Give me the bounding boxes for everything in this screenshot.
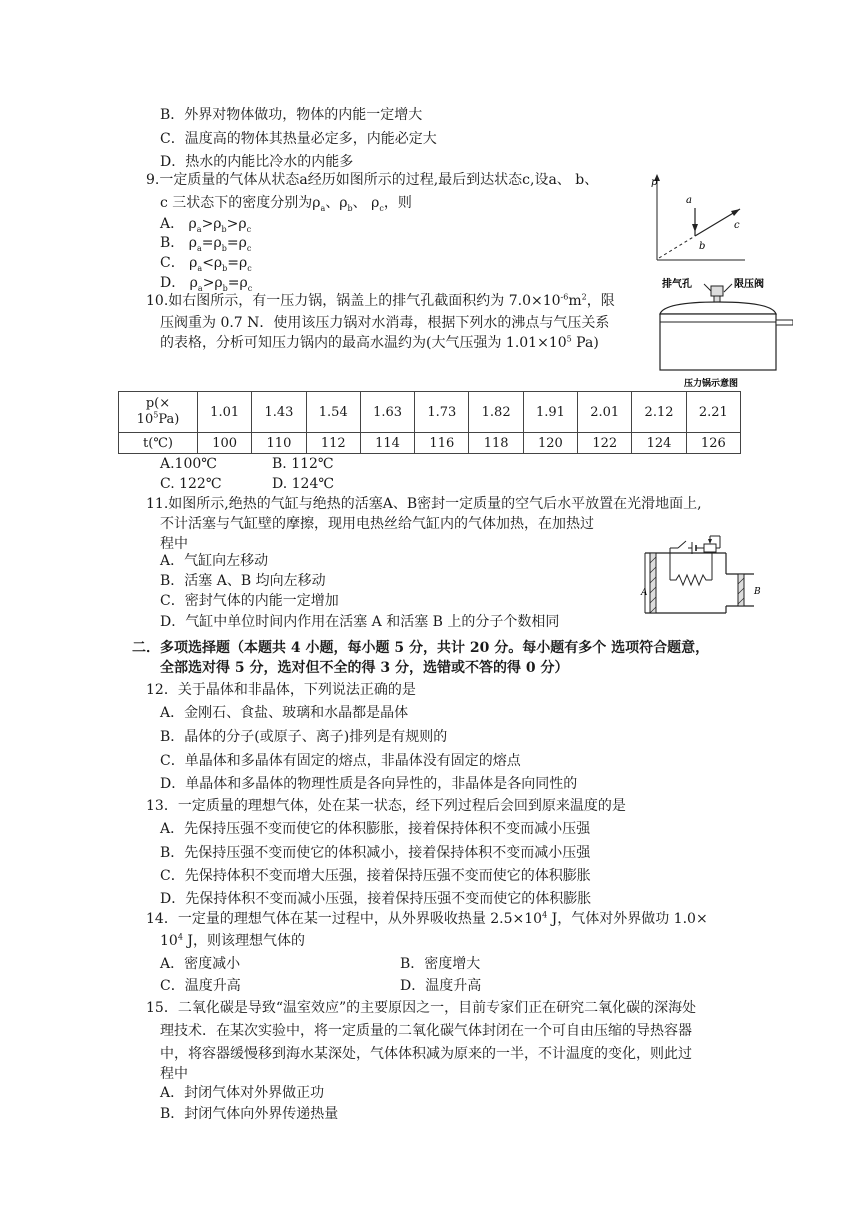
q9-stem-line-2: c 三状态下的密度分别为$\rho_a$、$\rho_b$、 $\rho_c$，则 [160, 195, 412, 213]
q10-stem-line-3: 的表格，分析可知压力锅内的最高水温约为(大气压强为 $1.01\times 10^5$ Pa) [160, 334, 599, 351]
q9-option-b: B． $\rho_a=\rho_b=\rho_c$ [160, 235, 252, 253]
pressure-header-cell: p(× $10^5Pa$) [119, 392, 198, 433]
cylinder-figure [636, 528, 770, 624]
pressure-cell: 1.73 [415, 392, 469, 433]
q8-option-c: C．温度高的物体其热量必定多，内能必定大 [160, 131, 437, 147]
q9-state-graph [645, 170, 750, 270]
q9-option-c: C． $\rho_a<\rho_b=\rho_c$ [160, 255, 252, 273]
boiling-point-table [118, 391, 741, 454]
piston-b-label: B [754, 587, 761, 597]
pressure-cell: 1.43 [252, 392, 306, 433]
q11-option-d: D．气缸中单位时间内作用在活塞 A 和活塞 B 上的分子个数相同 [160, 614, 560, 630]
q15-stem-line-1: 15．二氧化碳是导致“温室效应”的主要原因之一，目前专家们正在研究二氧化碳的深海处 [146, 1000, 697, 1016]
q10-stem-line-1: 10.如右图所示，有一压力锅，锅盖上的排气孔截面积约为 $7.0\times 10^{-6}m^2$，限 [146, 292, 615, 309]
q12-option-c: C．单晶体和多晶体有固定的熔点，非晶体没有固定的熔点 [160, 753, 521, 769]
q12-option-a: A．金刚石、食盐、玻璃和水晶都是晶体 [160, 705, 409, 721]
pressure-cell: 2.01 [578, 392, 632, 433]
q10-stem-line-2: 压阀重为 0.7 N．使用该压力锅对水消毒，根据下列水的沸点与气压关系 [160, 315, 610, 331]
q10-option-c: C. 122℃ [160, 476, 222, 492]
temperature-header-cell: t(℃) [119, 433, 198, 454]
q14-option-b: B．密度增大 [400, 956, 481, 972]
section-2-heading-line-1: 二．多项选择题（本题共 4 小题，每小题 5 分，共计 20 分。每小题有多个 选项符合题意， [132, 640, 710, 656]
piston-a-label: A [641, 588, 648, 598]
q11-stem-line-1: 11.如图所示,绝热的气缸与绝热的活塞A、B密封一定质量的空气后水平放置在光滑地面上, [146, 496, 702, 512]
q12-stem: 12．关于晶体和非晶体，下列说法正确的是 [146, 682, 416, 698]
q15-option-a: A．封闭气体对外界做正功 [160, 1085, 325, 1101]
temperature-cell: 116 [415, 433, 469, 454]
q13-option-d: D．先保持体积不变而减小压强，接着保持压强不变而使它的体积膨胀 [160, 891, 592, 907]
q11-stem-line-3: 程中 [160, 536, 188, 552]
q15-option-b: B．封闭气体向外界传递热量 [160, 1106, 339, 1122]
temperature-cell: 126 [686, 433, 740, 454]
temperature-cell: 100 [198, 433, 252, 454]
q14-stem-line-1: 14．一定量的理想气体在某一过程中，从外界吸收热量 $2.5\times 10^4$ J，气体对外界做功 1.0× [146, 910, 708, 927]
section-2-heading-line-2: 全部选对得 5 分，选对但不全的得 3 分，选错或不答的得 0 分） [160, 660, 569, 676]
pressure-cooker-figure [648, 272, 793, 390]
q9-stem-line-1: 9.一定质量的气体从状态a经历如图所示的过程,最后到达状态c,设a、 b、 [146, 172, 599, 188]
q9-point-b: b [699, 241, 706, 252]
q15-stem-line-3: 中，将容器缓慢移到海水某深处，气体体积减为原来的一半，不计温度的变化，则此过 [160, 1046, 692, 1062]
q8-option-b: B．外界对物体做功，物体的内能一定增大 [160, 107, 423, 123]
q9-point-c: c [734, 220, 740, 231]
pressure-cell: 1.91 [523, 392, 577, 433]
q11-option-b: B．活塞 A、B 均向左移动 [160, 573, 326, 589]
q14-option-a: A．密度减小 [160, 956, 241, 972]
q9-option-d: D． $\rho_a>\rho_b=\rho_c$ [160, 275, 253, 293]
q12-option-b: B．晶体的分子(或原子、离子)排列是有规则的 [160, 729, 448, 745]
pressure-cell: 1.63 [360, 392, 414, 433]
table-row [119, 392, 741, 433]
vent-label: 排气孔 [662, 279, 692, 290]
q11-option-a: A．气缸向左移动 [160, 553, 269, 569]
q14-option-c: C．温度升高 [160, 978, 241, 994]
temperature-cell: 110 [252, 433, 306, 454]
temperature-cell: 118 [469, 433, 523, 454]
temperature-cell: 114 [360, 433, 414, 454]
q14-stem-line-2: $10^4$ J，则该理想气体的 [160, 932, 305, 949]
temperature-cell: 112 [306, 433, 360, 454]
pressure-cell: 2.21 [686, 392, 740, 433]
q9-p-axis-label: p [651, 177, 658, 188]
pressure-cell: 2.12 [632, 392, 686, 433]
q13-option-b: B．先保持压强不变而使它的体积减小，接着保持体积不变而减小压强 [160, 845, 591, 861]
pressure-cell: 1.82 [469, 392, 523, 433]
q13-option-a: A．先保持压强不变而使它的体积膨胀，接着保持体积不变而减小压强 [160, 821, 591, 837]
q15-stem-line-2: 理技术．在某次实验中，将一定质量的二氧化碳气体封闭在一个可自由压缩的导热容器 [160, 1023, 692, 1039]
q10-option-d: D. 124℃ [272, 476, 335, 492]
pressure-cell: 1.54 [306, 392, 360, 433]
q8-option-d: D．热水的内能比冷水的内能多 [160, 154, 354, 170]
temperature-cell: 120 [523, 433, 577, 454]
q13-stem: 13．一定质量的理想气体，处在某一状态，经下列过程后会回到原来温度的是 [146, 798, 626, 814]
q12-option-d: D．单晶体和多晶体的物理性质是各向异性的，非晶体是各向同性的 [160, 776, 578, 792]
temperature-cell: 122 [578, 433, 632, 454]
q10-option-a: A.100℃ [160, 456, 217, 472]
q9-point-a: a [686, 195, 692, 206]
q11-stem-line-2: 不计活塞与气缸壁的摩擦，现用电热丝给气缸内的气体加热，在加热过 [160, 516, 594, 532]
valve-label: 限压阀 [734, 279, 764, 290]
q15-stem-line-4: 程中 [160, 1066, 188, 1082]
cooker-caption: 压力锅示意图 [684, 379, 739, 389]
q11-option-c: C．密封气体的内能一定增加 [160, 593, 339, 609]
table-row [119, 433, 741, 454]
q14-option-d: D．温度升高 [400, 978, 482, 994]
temperature-cell: 124 [632, 433, 686, 454]
q9-option-a: A． $\rho_a>\rho_b>\rho_c$ [160, 216, 252, 234]
pressure-cell: 1.01 [198, 392, 252, 433]
q10-option-b: B. 112℃ [272, 456, 334, 472]
q13-option-c: C．先保持体积不变而增大压强，接着保持压强不变而使它的体积膨胀 [160, 868, 591, 884]
